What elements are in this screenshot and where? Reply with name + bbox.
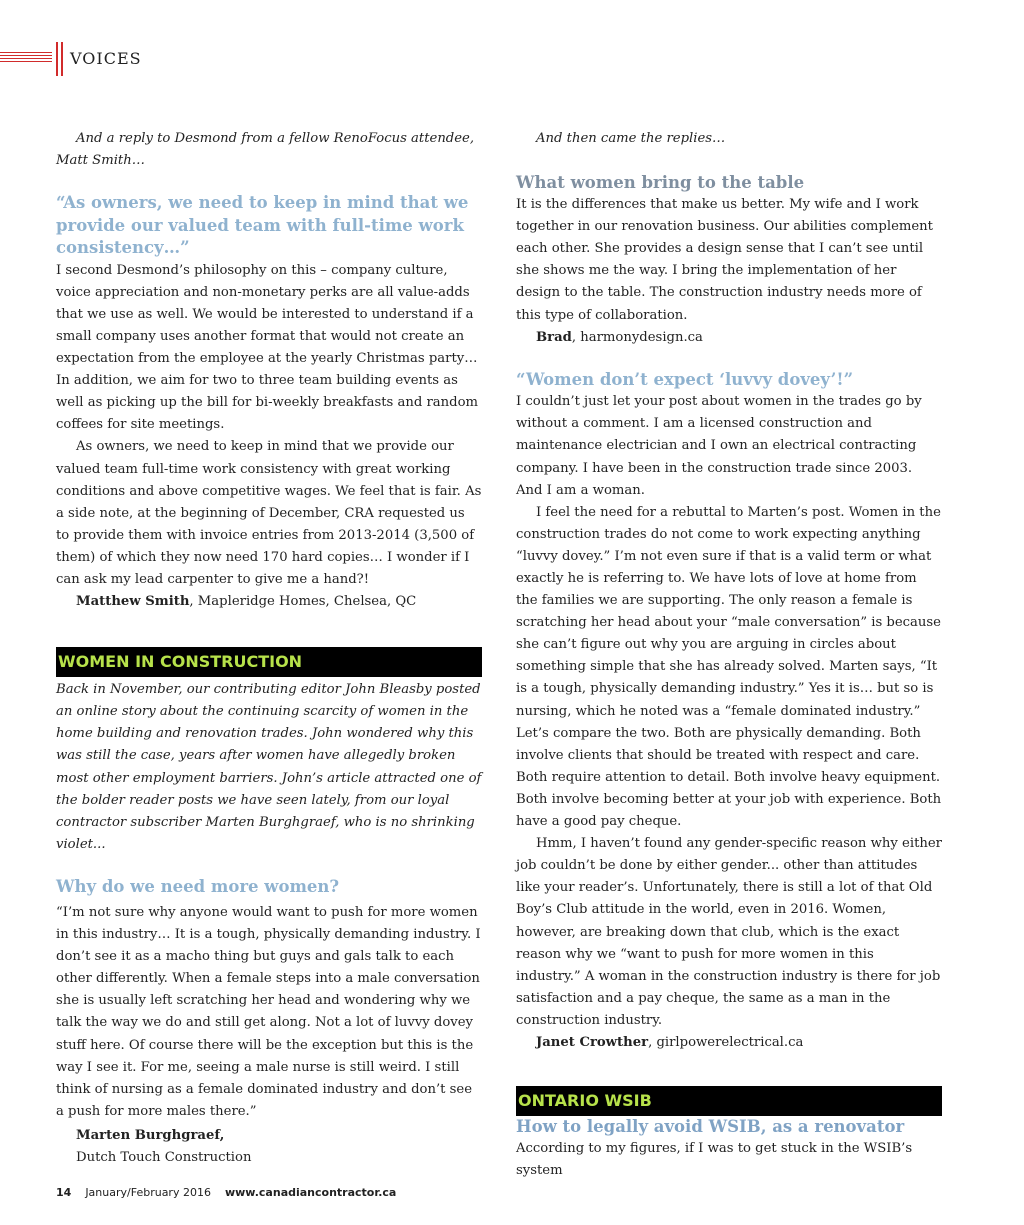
section-banner-women-in-construction: WOMEN IN CONSTRUCTION: [56, 647, 482, 677]
issue-date: January/February 2016: [85, 1186, 211, 1199]
byline-company: Dutch Touch Construction: [76, 1149, 252, 1165]
section-banner-ontario-wsib: ONTARIO WSIB: [516, 1086, 942, 1116]
section-label: VOICES: [70, 49, 142, 68]
paragraph: According to my figures, if I was to get stuck in the WSIB’s system: [516, 1141, 913, 1179]
wic-intro: Back in November, our contributing editor John Bleasby posted an online story about the continuing scarcity of women in the home building and renovation trades. John wondered why this was still the case, years after women have allegedly broken most other employment barriers. John’s article attracted one of the bolder reader posts we have seen lately, from our loyal contractor subscriber Marten Burghgraef, who is no shrinking violet...: [56, 682, 482, 852]
paragraph: I couldn’t just let your post about women in the trades go by without a comment. I am a licensed construction and maintenance electrician and I own an electrical contracting company. I have been in the construction trade since 2003. And I am a woman.: [516, 394, 922, 498]
paragraph: I second Desmond’s philosophy on this – company culture, voice appreciation and non-monetary perks are all value-adds that we use as well. We would be interested to understand if a small company uses another format that would not create an expectation from the employee at the yearly Christmas party… In addition, we aim for two to three team building events as well as picking up the bill for bi-weekly breakfasts and random coffees for site meetings.: [56, 262, 479, 433]
byline-affiliation: , Mapleridge Homes, Chelsea, QC: [189, 594, 417, 610]
byline-affiliation: , harmonydesign.ca: [571, 329, 703, 345]
page-number: 14: [56, 1186, 72, 1199]
right-column: [516, 128, 942, 1182]
byline-name: Brad: [536, 329, 572, 345]
subhead-luvvy-dovey: “Women don’t expect ‘luvvy dovey’!”: [516, 369, 854, 389]
right-intro: And then came the replies…: [536, 131, 726, 146]
byline: [516, 1032, 942, 1054]
paragraph: It is the differences that make us better. My wife and I work together in our renovation business. Our abilities complement each other. She provides a design sense that I can’t see until she shows me the way. I bring the implementation of her design to the table. The construction industry needs more of this type of collaboration.: [516, 197, 933, 323]
paragraph: I feel the need for a rebuttal to Marten’s post. Women in the construction trades do not come to work expecting anything “luvvy dovey.” I’m not even sure if that is a valid term or what exactly he is referring to. We have lots of love at home from the families we are supporting. The only reason a female is scratching her head about your “male conversation” is because she can’t figure out why you are arguing in circles about something simple that she has already solved. Marten says, “It is a tough, physically demanding industry.” Yes it is… but so is nursing, which he noted was a “female dominated industry.” Let’s compare the two. Both are physically demanding. Both involve clients that should be treated with respect and care. Both require attention to detail. Both involve heavy equipment. Both involve becoming better at your job with experience. Both have a good pay cheque.: [516, 504, 942, 830]
byline-name-text: Marten Burghgraef,: [76, 1127, 225, 1143]
left-intro: And a reply to Desmond from a fellow RenoFocus attendee, Matt Smith…: [56, 131, 475, 169]
header-rule-vertical: [56, 42, 58, 76]
pull-quote: “As owners, we need to keep in mind that we provide our valued team with full-time work consistency…”: [56, 193, 469, 258]
page-footer: [56, 1186, 396, 1199]
reader-quote: “I’m not sure why anyone would want to push for more women in this industry… It is a tough, physically demanding industry. I don’t see it as a macho thing but guys and gals talk to each other differently. When a female steps into a male conversation she is usually left scratching her head and wondering why we talk the way we do and still get along. Not a lot of luvvy dovey stuff here. Of course there will be the exception but this is the way I see it. For me, seeing a male nurse is still weird. I still think of nursing as a female dominated industry and don’t see a push for more males there.”: [56, 904, 481, 1119]
paragraph: Hmm, I haven’t found any gender-specific reason why either job couldn’t be done by either gender... other than attitudes like your reader’s. Unfortunately, there is still a lot of that Old Boy’s Club attitude in the world, even in 2016. Women, however, are breaking down that club, which is the exact reason why we “want to push for more women in this industry.” A woman in the construction industry is there for job satisfaction and a pay cheque, the same as a man in the construction industry.: [516, 836, 942, 1028]
byline-name: [56, 1125, 482, 1147]
byline-name: Matthew Smith: [76, 594, 190, 610]
website-url: www.canadiancontractor.ca: [224, 1186, 397, 1199]
subhead-avoid-wsib: How to legally avoid WSIB, as a renovator: [516, 1117, 905, 1137]
header-rule-vertical: [61, 42, 63, 76]
left-column: [56, 128, 482, 1169]
byline: [516, 327, 942, 349]
byline-name: Janet Crowther: [536, 1034, 649, 1050]
paragraph: As owners, we need to keep in mind that we provide our valued team full-time work consistency with great working conditions and above competitive wages. We feel that is fair. As a side note, at the beginning of December, CRA requested us to provide them with invoice entries from 2013-2014 (3,500 of them) of which they now need 170 hard copies… I wonder if I can ask my lead carpenter to give me a hand?!: [56, 439, 482, 587]
subhead-why-more-women: Why do we need more women?: [56, 876, 340, 896]
byline-affiliation: , girlpowerelectrical.ca: [648, 1034, 804, 1050]
byline: [56, 591, 482, 613]
subhead-what-women-bring: What women bring to the table: [516, 173, 805, 193]
header-rule-lines: [0, 52, 52, 64]
